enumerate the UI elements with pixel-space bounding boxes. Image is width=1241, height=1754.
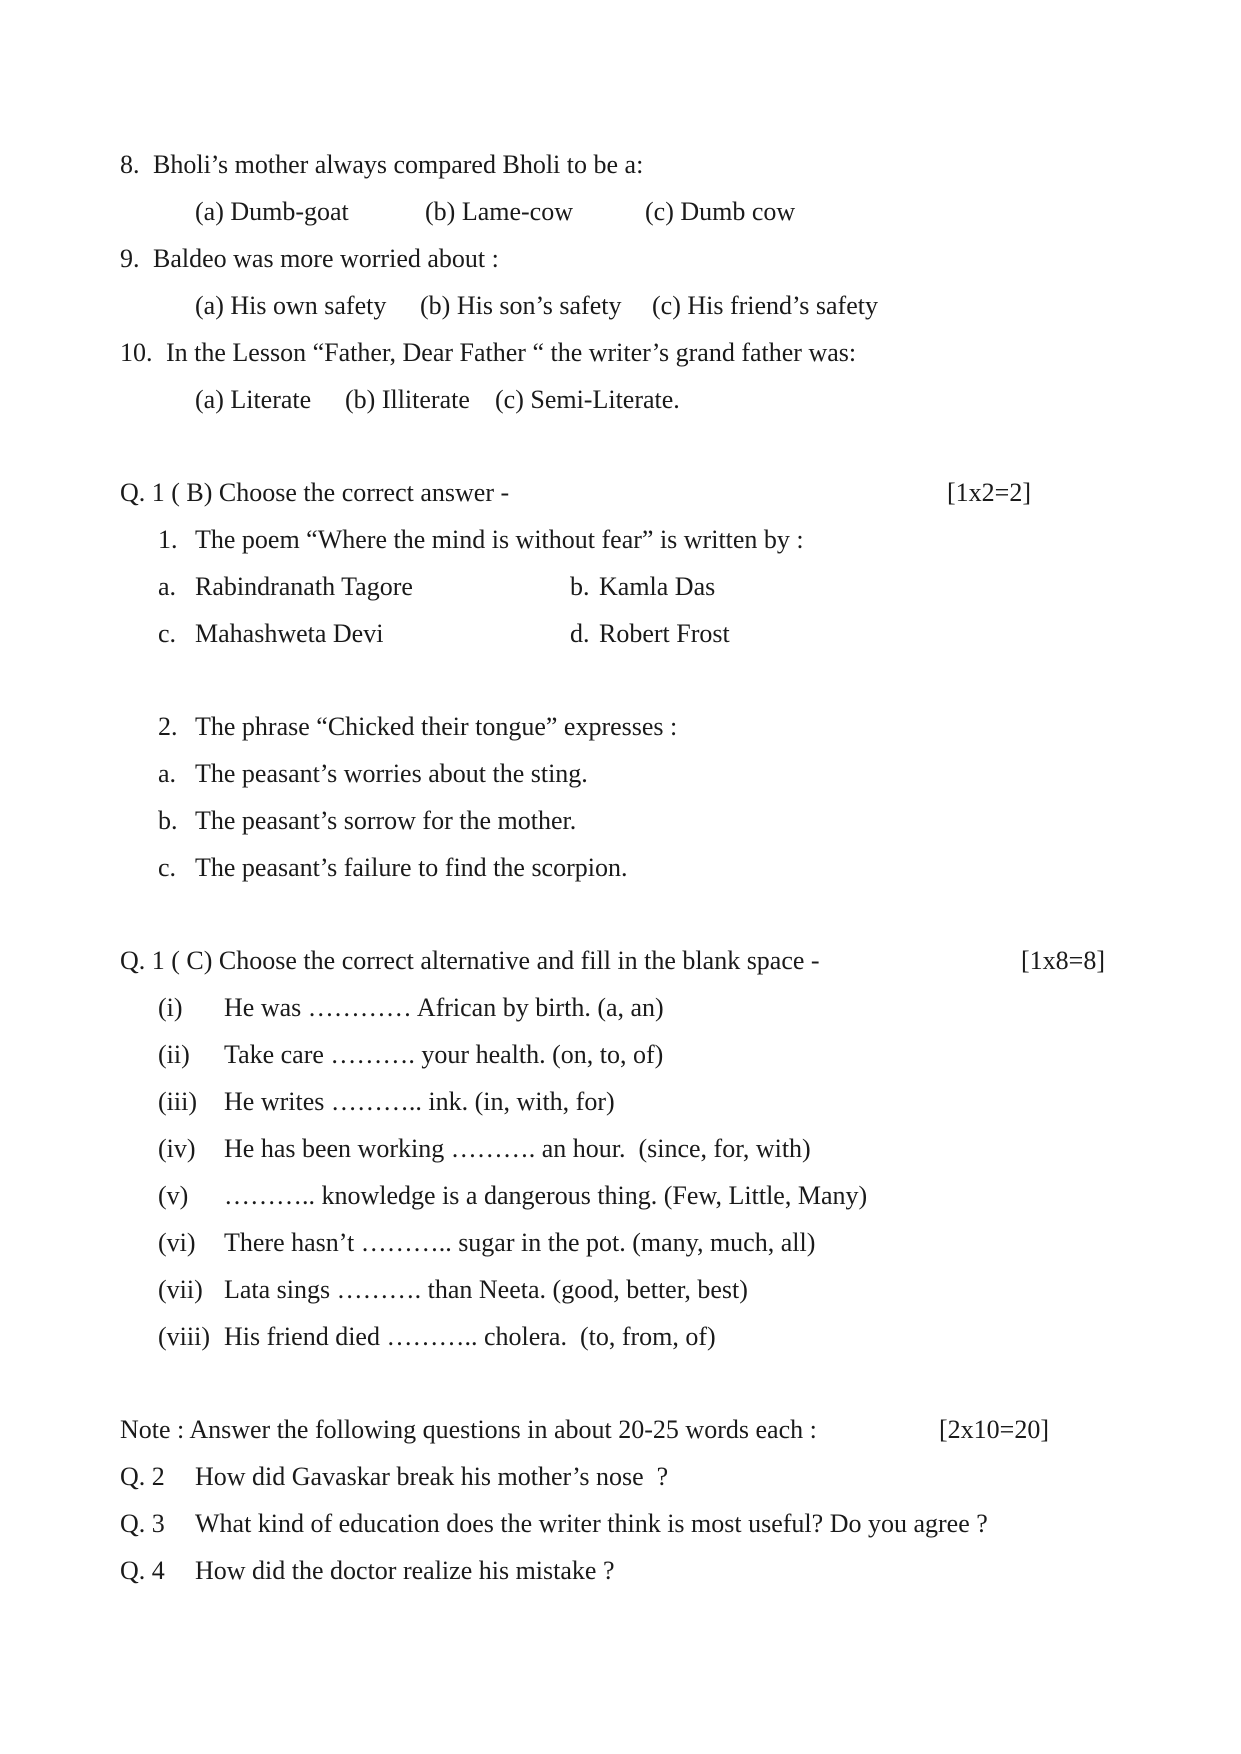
b-q2-option-b: The peasant’s sorrow for the mother. (195, 806, 577, 835)
c-item-number: (vi) (158, 1228, 196, 1257)
c-item-text: Take care ………. your health. (on, to, of) (224, 1040, 664, 1069)
c-item-number: (iv) (158, 1134, 196, 1163)
c-item-text: ……….. knowledge is a dangerous thing. (Few, Little, Many) (224, 1181, 868, 1210)
b-q1-option-d: Robert Frost (599, 619, 730, 648)
b-q2-option-a: The peasant’s worries about the sting. (195, 759, 588, 788)
q10-option-b: (b) Illiterate (345, 385, 470, 414)
c-item-text: His friend died ……….. cholera. (to, from, of) (224, 1322, 716, 1351)
q10-option-a: (a) Literate (195, 385, 312, 414)
c-item-number: (ii) (158, 1040, 190, 1069)
b-q2-option-a-letter: a. (158, 759, 177, 788)
note-marks: [2x10=20] (939, 1415, 1049, 1444)
q8-option-b: (b) Lame-cow (425, 197, 573, 226)
c-item-number: (vii) (158, 1275, 203, 1304)
question-text: What kind of education does the writer think is most useful? Do you agree ? (195, 1509, 988, 1538)
b-q2-option-b-letter: b. (158, 806, 178, 835)
c-item-number: (iii) (158, 1087, 197, 1116)
q10-option-c: (c) Semi-Literate. (495, 385, 680, 414)
note-text: Note : Answer the following questions in about 20-25 words each : (120, 1415, 817, 1444)
b-q1-option-a: Rabindranath Tagore (195, 572, 413, 601)
c-item-number: (i) (158, 993, 183, 1022)
question-text: How did Gavaskar break his mother’s nose ? (195, 1462, 669, 1491)
b-q1-number: 1. (158, 525, 178, 554)
q10-number: 10. (120, 338, 153, 367)
q9-option-c: (c) His friend’s safety (652, 291, 878, 320)
q10-text: In the Lesson “Father, Dear Father “ the writer’s grand father was: (166, 338, 857, 367)
q9-option-a: (a) His own safety (195, 291, 387, 320)
q8-option-a: (a) Dumb-goat (195, 197, 349, 226)
question-text: How did the doctor realize his mistake ? (195, 1556, 615, 1585)
b-q1-option-b: Kamla Das (599, 572, 716, 601)
q9-option-b: (b) His son’s safety (420, 291, 622, 320)
c-item-text: He was ………… African by birth. (a, an) (224, 993, 664, 1022)
b-q2-option-c-letter: c. (158, 853, 177, 882)
b-q1-option-c: Mahashweta Devi (195, 619, 384, 648)
question-number: Q. 2 (120, 1462, 165, 1491)
c-item-text: He has been working ………. an hour. (since, for, with) (224, 1134, 811, 1163)
b-q2-text: The phrase “Chicked their tongue” expresses : (195, 712, 678, 741)
section-c-heading: Q. 1 ( C) Choose the correct alternative and fill in the blank space - (120, 946, 820, 975)
c-item-number: (v) (158, 1181, 189, 1210)
c-item-number: (viii) (158, 1322, 210, 1351)
section-b-marks: [1x2=2] (947, 478, 1031, 507)
q8-number: 8. (120, 150, 140, 179)
b-q1-option-c-letter: c. (158, 619, 177, 648)
b-q1-option-b-letter: b. (570, 572, 590, 601)
question-number: Q. 4 (120, 1556, 165, 1585)
q8-option-c: (c) Dumb cow (645, 197, 796, 226)
q9-number: 9. (120, 244, 140, 273)
c-item-text: Lata sings ………. than Neeta. (good, better, best) (224, 1275, 748, 1304)
c-item-text: He writes ……….. ink. (in, with, for) (224, 1087, 615, 1116)
q8-text: Bholi’s mother always compared Bholi to be a: (153, 150, 644, 179)
section-b-heading: Q. 1 ( B) Choose the correct answer - (120, 478, 510, 507)
question-number: Q. 3 (120, 1509, 165, 1538)
b-q2-number: 2. (158, 712, 178, 741)
b-q2-option-c: The peasant’s failure to find the scorpion. (195, 853, 628, 882)
b-q1-text: The poem “Where the mind is without fear” is written by : (195, 525, 804, 554)
b-q1-option-a-letter: a. (158, 572, 177, 601)
q9-text: Baldeo was more worried about : (153, 244, 499, 273)
c-item-text: There hasn’t ……….. sugar in the pot. (many, much, all) (224, 1228, 816, 1257)
b-q1-option-d-letter: d. (570, 619, 590, 648)
section-c-marks: [1x8=8] (1021, 946, 1105, 975)
